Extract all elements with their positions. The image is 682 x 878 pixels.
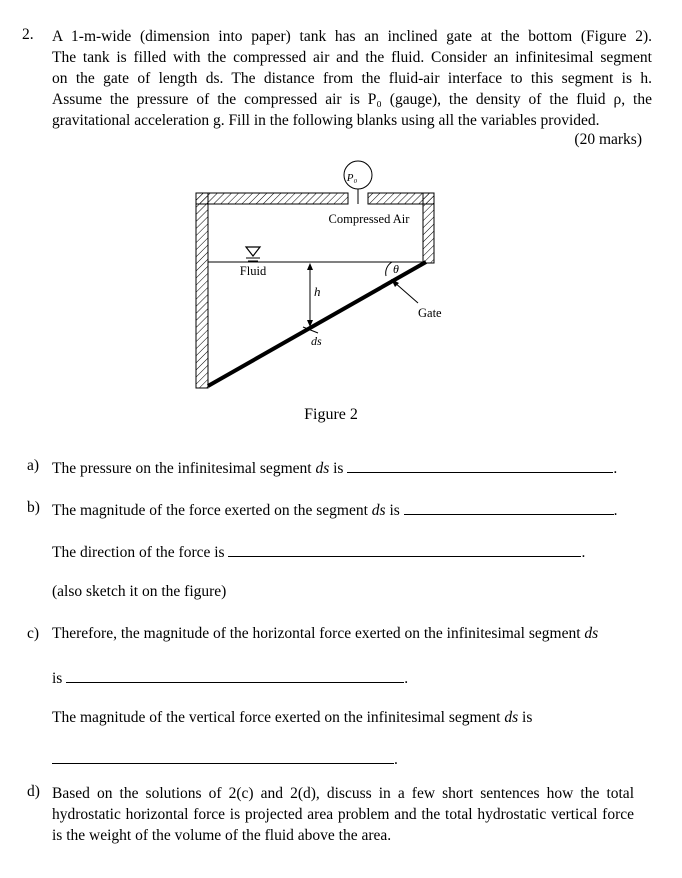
part-c — [52, 625, 598, 643]
part-a-label: a) — [27, 457, 40, 474]
h-label: h — [314, 284, 321, 299]
part-d-label: d) — [27, 783, 40, 800]
ds-label: ds — [311, 334, 322, 348]
part-b-label: b) — [27, 499, 40, 516]
part-a-after: is — [329, 460, 344, 477]
part-c2 — [52, 709, 532, 727]
figure-caption: Figure 2 — [304, 406, 358, 423]
free-surface-triangle-icon — [246, 247, 260, 256]
question-line-5: gravitational acceleration g. Fill in the following blanks using all the variables provided. — [52, 112, 600, 129]
part-b: The magnitude of the force exerted on the segment ds is . — [52, 499, 618, 520]
question-line-3: on the gate of length ds. The distance from the fluid-air interface to this segment is h. — [52, 70, 652, 87]
part-c-is: is — [52, 670, 63, 687]
part-d-text: Based on the solutions of 2(c) and 2(d), discuss in a few short sentences how the total hydrostatic horizontal force is projected area problem and the total hydrostatic vertical force is the weight of the volume of the fluid above the area. — [52, 785, 634, 844]
part-c2-var: ds — [504, 709, 519, 726]
air-label: Compressed Air — [328, 212, 410, 226]
part-a-text: The pressure on the infinitesimal segment — [52, 460, 316, 477]
part-c-is-line: is . — [52, 667, 408, 688]
part-c-var: ds — [584, 625, 599, 642]
part-b-direction-text: The direction of the force is — [52, 544, 225, 561]
part-c-vertical-blank[interactable] — [52, 748, 394, 764]
theta-arc — [386, 262, 392, 276]
gauge-label: P₀ — [346, 172, 358, 184]
part-b-answer-blank[interactable] — [404, 499, 614, 515]
part-c-text: Therefore, the magnitude of the horizontal force exerted on the infinitesimal segment — [52, 625, 585, 642]
h-arrow-top-icon — [307, 263, 313, 270]
part-b-sketch-note: (also sketch it on the figure) — [52, 583, 227, 600]
part-a-var: ds — [315, 460, 330, 477]
part-c-horizontal-blank[interactable] — [66, 667, 404, 683]
part-c2-blank-line: . — [52, 748, 398, 769]
question-number: 2. — [22, 26, 34, 43]
part-b-direction: The direction of the force is . — [52, 541, 585, 562]
theta-label: θ — [393, 262, 399, 276]
part-c2-text: The magnitude of the vertical force exerted on the infinitesimal segment — [52, 709, 505, 726]
part-a-answer-blank[interactable] — [347, 457, 613, 473]
question-line-4: Assume the pressure of the compressed air is P₀ (gauge), the density of the fluid ρ, the — [52, 91, 652, 108]
gate-pointer — [394, 282, 418, 303]
part-b-var: ds — [371, 502, 386, 519]
part-b-after: is — [385, 502, 400, 519]
part-a: The pressure on the infinitesimal segment ds is . — [52, 457, 617, 478]
part-b-direction-blank[interactable] — [228, 541, 581, 557]
part-c2-after: is — [518, 709, 533, 726]
question-line-2: The tank is filled with the compressed air and the fluid. Consider an infinitesimal segment — [52, 49, 652, 66]
question-line-1: A 1-m-wide (dimension into paper) tank has an inclined gate at the bottom (Figure 2). — [52, 28, 652, 45]
fluid-label: Fluid — [239, 264, 267, 278]
part-b-text: The magnitude of the force exerted on the segment — [52, 502, 372, 519]
marks-label: (20 marks) — [574, 131, 642, 148]
part-c-label: c) — [27, 625, 40, 642]
gate-label: Gate — [418, 306, 442, 320]
